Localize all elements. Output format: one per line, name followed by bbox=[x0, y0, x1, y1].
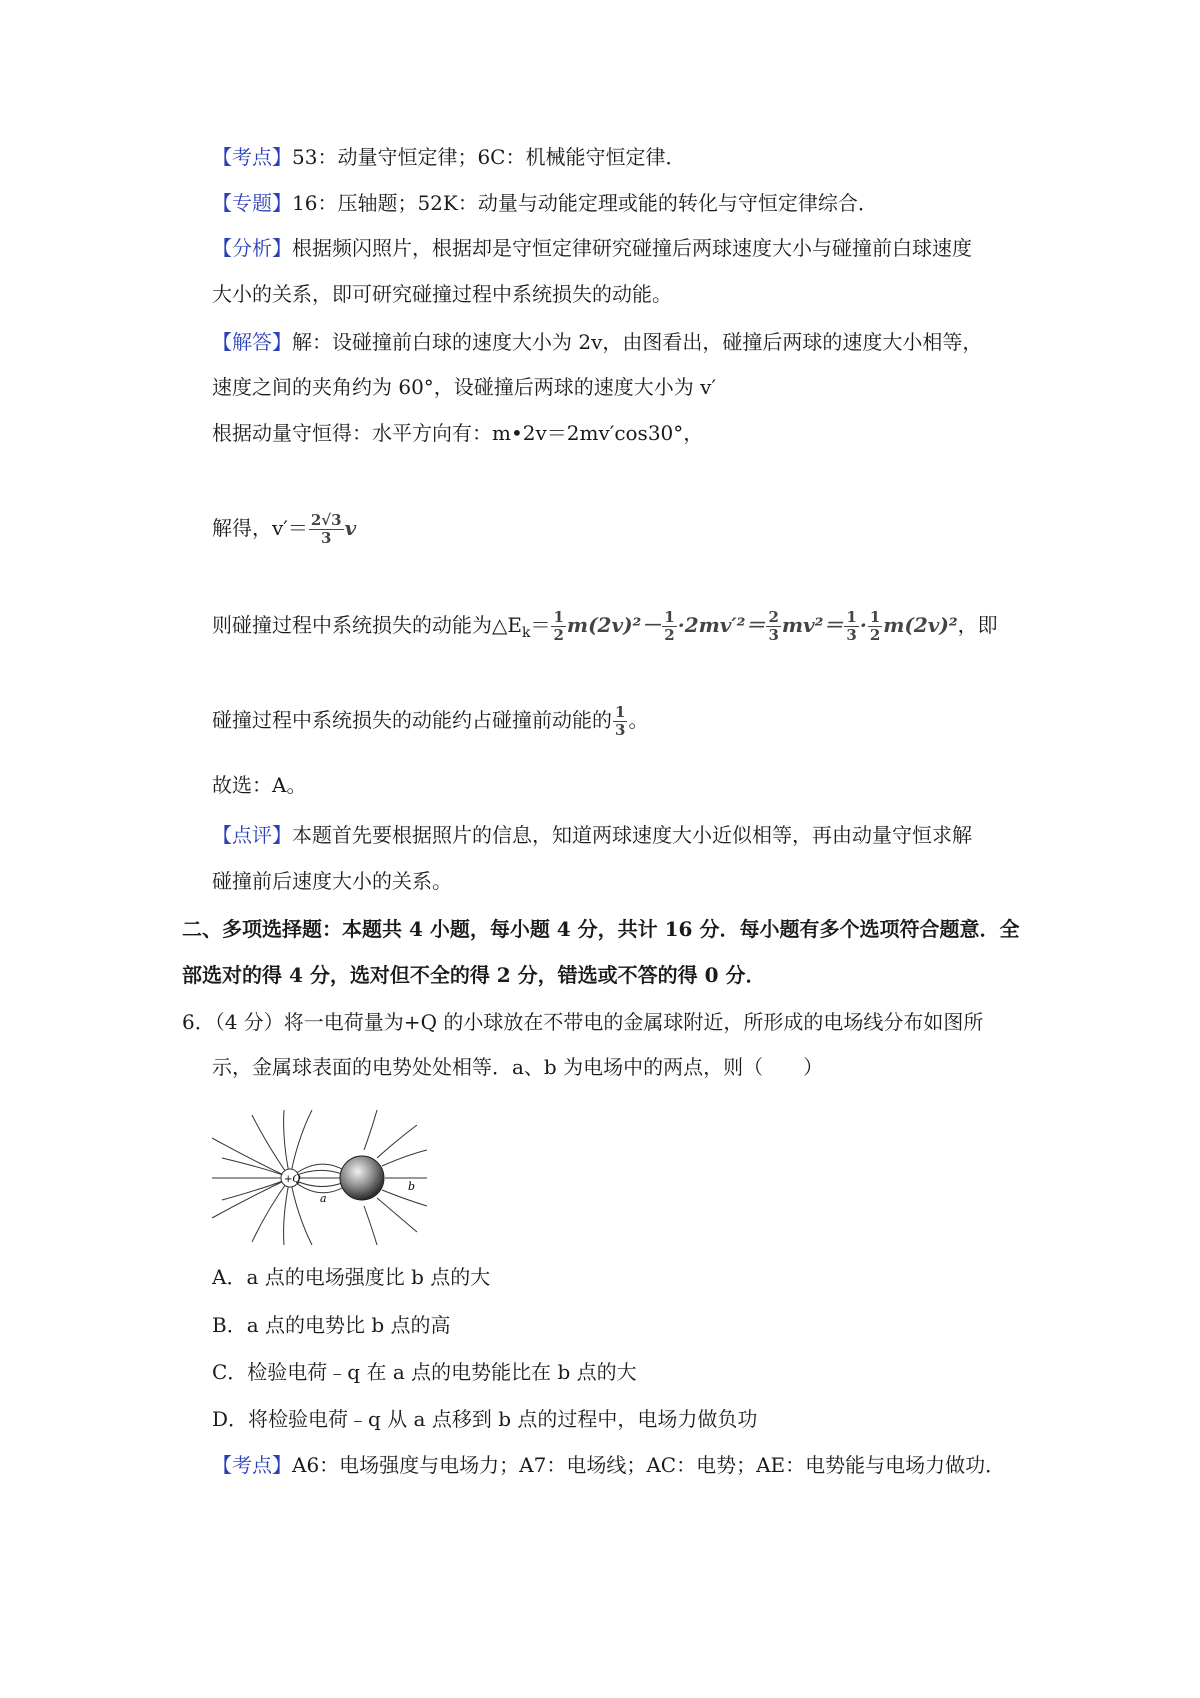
dianping-line bbox=[212, 820, 972, 850]
jieda-continuation: 速度之间的夹角约为 60°，设碰撞后两球的速度大小为 v′ bbox=[212, 375, 717, 399]
ratio-den: 3 bbox=[615, 721, 626, 739]
fenxi-line bbox=[212, 233, 972, 263]
f3-num: 2 bbox=[768, 608, 779, 626]
fenxi-continuation: 大小的关系，即可研究碰撞过程中系统损失的动能。 bbox=[212, 282, 672, 306]
kaodian-2-line bbox=[212, 1450, 1005, 1480]
question-6: 6．（4 分）将一电荷量为+Q 的小球放在不带电的金属球附近，所形成的电场线分布如图所 bbox=[182, 1010, 984, 1034]
f1-den: 2 bbox=[553, 626, 564, 644]
jieda-tag: 【解答】 bbox=[212, 330, 292, 354]
kaodian-2-text: A6：电场强度与电场力；A7：电场线；AC：电势；AE：电势能与电场力做功． bbox=[292, 1453, 1006, 1477]
ratio-prefix: 碰撞过程中系统损失的动能约占碰撞前动能的 bbox=[212, 708, 612, 732]
zhuanti-line bbox=[212, 188, 878, 218]
solve-frac-den: 3 bbox=[320, 529, 332, 547]
ratio-num: 1 bbox=[615, 703, 626, 721]
solve-prefix: 解得，v′＝ bbox=[212, 516, 308, 540]
energy-term-3: mv²＝ bbox=[781, 613, 844, 637]
energy-suffix: ，即 bbox=[957, 613, 998, 637]
fenxi-text: 根据频闪照片，根据却是守恒定律研究碰撞后两球速度大小与碰撞前白球速度 bbox=[292, 236, 972, 260]
energy-term-2: ·2mv′²＝ bbox=[677, 613, 766, 637]
point-a-label: a bbox=[320, 1192, 327, 1205]
zhuanti-text: 16：压轴题；52K：动量与动能定理或能的转化与守恒定律综合． bbox=[292, 191, 878, 215]
answer-line: 故选：A。 bbox=[212, 773, 307, 797]
kaodian-tag: 【考点】 bbox=[212, 145, 292, 169]
fenxi-tag: 【分析】 bbox=[212, 236, 292, 260]
metal-ball bbox=[340, 1156, 384, 1200]
solve-frac-num: 2√3 bbox=[310, 511, 342, 529]
energy-prefix: 则碰撞过程中系统损失的动能为△E bbox=[212, 613, 522, 637]
energy-term-4: m(2v)² bbox=[883, 613, 958, 637]
energy-loss-line bbox=[212, 605, 998, 653]
zhuanti-tag: 【专题】 bbox=[212, 191, 292, 215]
solve-v: v bbox=[344, 516, 357, 540]
solve-velocity-line bbox=[212, 508, 356, 548]
energy-dot: · bbox=[859, 613, 867, 637]
f4-den: 3 bbox=[846, 626, 857, 644]
f1-num: 1 bbox=[553, 608, 564, 626]
f2-num: 1 bbox=[664, 608, 675, 626]
energy-frac-1 bbox=[551, 609, 565, 644]
f4-num: 1 bbox=[846, 608, 857, 626]
jieda-text: 解：设碰撞前白球的速度大小为 2v，由图看出，碰撞后两球的速度大小相等， bbox=[292, 330, 983, 354]
kaodian-text: 53：动量守恒定律；6C：机械能守恒定律． bbox=[292, 145, 686, 169]
energy-frac-5 bbox=[868, 609, 882, 644]
energy-sub: k bbox=[521, 625, 531, 641]
solve-fraction bbox=[309, 512, 344, 547]
dianping-tag: 【点评】 bbox=[212, 823, 292, 847]
f5-den: 2 bbox=[869, 626, 881, 644]
section-2-heading-cont: 部选对的得 4 分，选对但不全的得 2 分，错选或不答的得 0 分． bbox=[182, 963, 766, 987]
section-2-heading: 二、多项选择题：本题共 4 小题，每小题 4 分，共计 16 分．每小题有多个选项符合题意．全 bbox=[182, 917, 1020, 941]
point-b-label: b bbox=[408, 1180, 416, 1193]
option-c: C．检验电荷﹣q 在 a 点的电势能比在 b 点的大 bbox=[212, 1360, 637, 1384]
f2-den: 2 bbox=[664, 626, 675, 644]
dianping-text: 本题首先要根据照片的信息，知道两球速度大小近似相等，再由动量守恒求解 bbox=[292, 823, 972, 847]
f3-den: 3 bbox=[768, 626, 779, 644]
momentum-equation: 根据动量守恒得：水平方向有：m•2v＝2mv′cos30°， bbox=[212, 421, 704, 445]
energy-frac-3 bbox=[766, 609, 780, 644]
ratio-line bbox=[212, 700, 648, 740]
energy-frac-4 bbox=[844, 609, 858, 644]
energy-eq: ＝ bbox=[530, 613, 551, 637]
f5-num: 1 bbox=[869, 608, 881, 626]
electric-field-figure bbox=[212, 1110, 427, 1245]
kaodian-line bbox=[212, 142, 685, 172]
energy-frac-2 bbox=[662, 609, 676, 644]
option-a: A．a 点的电场强度比 b 点的大 bbox=[212, 1265, 491, 1289]
option-b: B．a 点的电势比 b 点的高 bbox=[212, 1313, 451, 1337]
question-6-cont: 示，金属球表面的电势处处相等．a、b 为电场中的两点，则（ ） bbox=[212, 1055, 824, 1079]
dianping-continuation: 碰撞前后速度大小的关系。 bbox=[212, 869, 452, 893]
charge-label: +Q bbox=[284, 1174, 301, 1185]
energy-term-1: m(2v)²－ bbox=[566, 613, 662, 637]
jieda-line bbox=[212, 327, 982, 357]
kaodian-2-tag: 【考点】 bbox=[212, 1453, 292, 1477]
ratio-fraction bbox=[613, 704, 627, 739]
field-lines bbox=[212, 1110, 427, 1245]
ratio-suffix: 。 bbox=[628, 708, 649, 732]
option-d: D．将检验电荷﹣q 从 a 点移到 b 点的过程中，电场力做负功 bbox=[212, 1407, 758, 1431]
